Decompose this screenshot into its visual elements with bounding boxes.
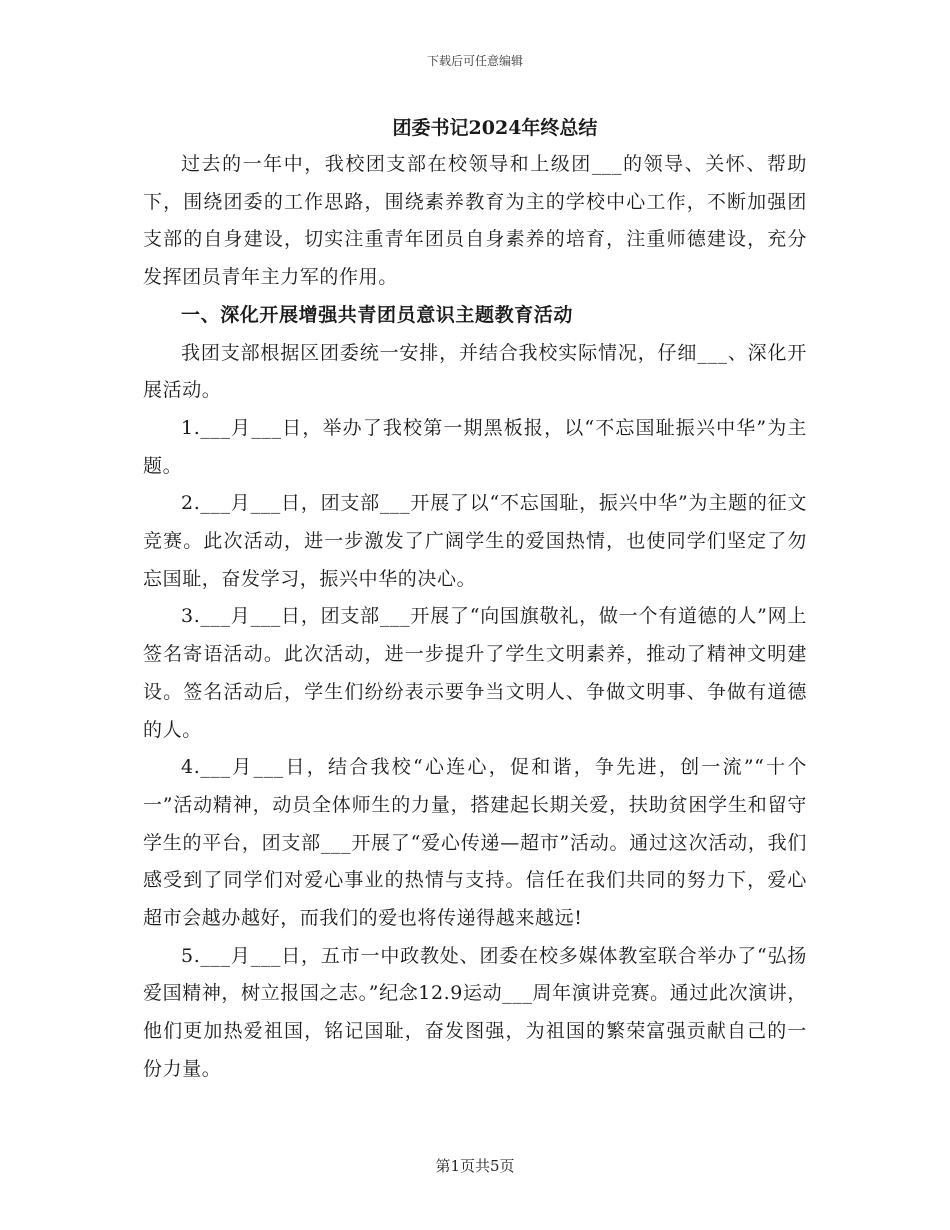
list-item: 5.___月___日，五市一中政教处、团委在校多媒体教室联合举办了“弘扬爱国精神，树立报国之志。”纪念12.9运动___周年演讲竞赛。通过此次演讲，他们更加热爱祖国，铭记国耻，奋发图强，为祖国的繁荣富强贡献自己的一份力量。 <box>143 944 807 1080</box>
list-item: 4.___月___日，结合我校“心连心，促和谐，争先进，创一流”“十个一”活动精神，动员全体师生的力量，搭建起长期关爱，扶助贫困学生和留守学生的平台，团支部___开展了“爱心传递—超市”活动。通过这次活动，我们感受到了同学们对爱心事业的热情与支持。信任在我们共同的努力下，爱心超市会越办越好，而我们的爱也将传递得越来越远! <box>143 756 807 930</box>
document-body <box>143 110 807 1089</box>
header-note: 下载后可任意编辑 <box>426 54 523 68</box>
section-heading: 一、深化开展增强共青团员意识主题教育活动 <box>181 303 574 326</box>
list-item: 2.___月___日，团支部___开展了以“不忘国耻，振兴中华”为主题的征文竞赛。此次活动，进一步激发了广阔学生的爱国热情，也使同学们坚定了勿忘国耻，奋发学习，振兴中华的决心。 <box>143 492 807 590</box>
section-intro-paragraph: 我团支部根据区团委统一安排，并结合我校实际情况，仔细___、深化开展活动。 <box>143 341 807 402</box>
document-title: 团委书记2024年终总结 <box>392 117 598 139</box>
intro-paragraph: 过去的一年中，我校团支部在校领导和上级团___的领导、关怀、帮助下，围绕团委的工作思路，围绕素养教育为主的学校中心工作，不断加强团支部的自身建设，切实注重青年团员自身素养的培育，注重师德建设，充分发挥团员青年主力军的作用。 <box>143 153 807 289</box>
list-item: 1.___月___日，举办了我校第一期黑板报，以“不忘国耻振兴中华”为主题。 <box>143 416 807 477</box>
list-item: 3.___月___日，团支部___开展了“向国旗敬礼，做一个有道德的人”网上签名寄语活动。此次活动，进一步提升了学生文明素养，推动了精神文明建设。签名活动后，学生们纷纷表示要争当文明人、争做文明事、争做有道德的人。 <box>143 605 807 741</box>
page-footer: 第1页共5页 <box>435 1157 515 1175</box>
